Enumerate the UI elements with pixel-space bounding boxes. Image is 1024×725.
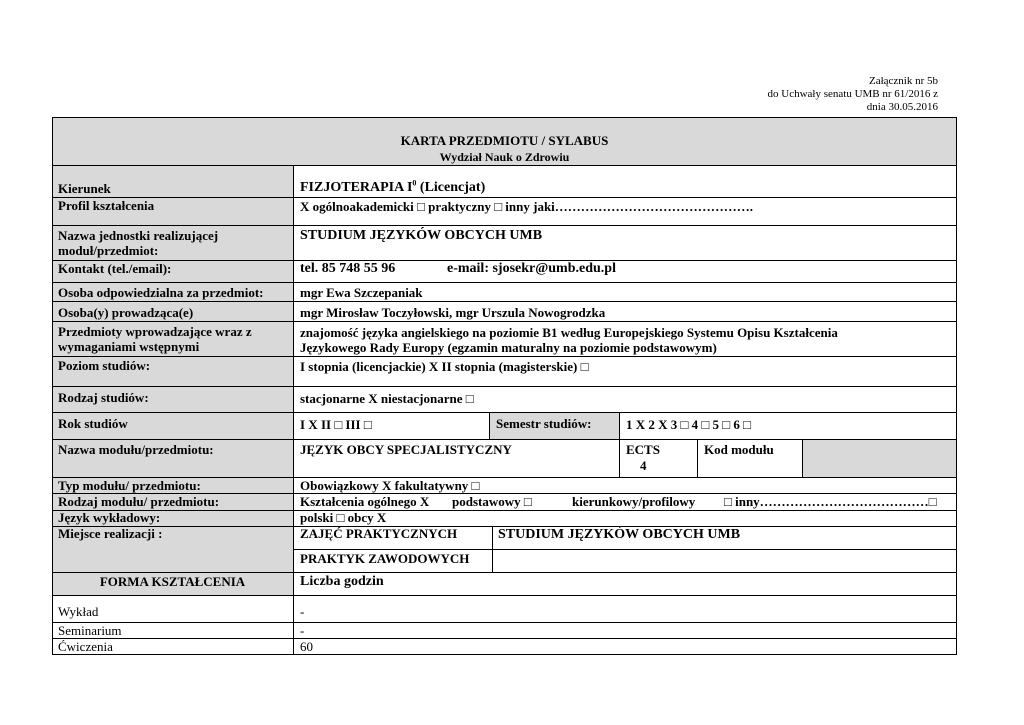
prowadzaca-label: Osoba(y) prowadząca(e) bbox=[58, 305, 194, 320]
semestr-label: Semestr studiów: bbox=[496, 416, 592, 431]
ects-label: ECTS bbox=[626, 442, 660, 457]
rule bbox=[293, 165, 294, 655]
rodzaj-value: stacjonarne X niestacjonarne □ bbox=[300, 391, 474, 406]
rule bbox=[52, 225, 957, 226]
rule bbox=[619, 412, 620, 439]
rule bbox=[52, 165, 957, 166]
miejsce-zajec-value: STUDIUM JĘZYKÓW OBCYCH UMB bbox=[498, 527, 741, 542]
rule bbox=[52, 510, 957, 511]
odpowiedzialna-label: Osoba odpowiedzialna za przedmiot: bbox=[58, 285, 264, 300]
rule bbox=[492, 526, 493, 572]
kierunek-label: Kierunek bbox=[58, 181, 111, 196]
rodzaj-modulu-v4: □ inny…………………………………□ bbox=[724, 494, 937, 509]
cwiczenia-label: Ćwiczenia bbox=[58, 639, 113, 654]
kod-value-shade bbox=[802, 440, 957, 477]
rok-label: Rok studiów bbox=[58, 416, 128, 431]
rule bbox=[52, 654, 957, 655]
faculty-subtitle: Wydział Nauk o Zdrowiu bbox=[439, 150, 570, 164]
rodzaj-modulu-v3: kierunkowy/profilowy bbox=[572, 494, 696, 509]
rule bbox=[619, 439, 620, 477]
rule bbox=[52, 622, 957, 623]
annex-line-3: dnia 30.05.2016 bbox=[866, 101, 938, 113]
odpowiedzialna-value: mgr Ewa Szczepaniak bbox=[300, 285, 423, 300]
jednostka-value: STUDIUM JĘZYKÓW OBCYCH UMB bbox=[300, 228, 543, 243]
jezyk-value: polski □ obcy X bbox=[300, 510, 387, 525]
wymagania-value-2: Językowego Rady Europy (egzamin maturalny na poziomie podstawowym) bbox=[300, 340, 717, 355]
seminarium-value: - bbox=[300, 623, 305, 638]
wymagania-value-1: znajomość języka angielskiego na poziomie B1 według Europejskiego Systemu Opisu Kształcenia bbox=[300, 325, 838, 340]
profil-label: Profil kształcenia bbox=[58, 198, 155, 213]
rule bbox=[52, 638, 957, 639]
rule bbox=[52, 386, 957, 387]
wyklad-label: Wykład bbox=[58, 604, 99, 619]
wymagania-label-2: wymaganiami wstępnymi bbox=[58, 339, 200, 354]
rule bbox=[802, 439, 803, 477]
wyklad-value: - bbox=[300, 604, 305, 619]
rule bbox=[52, 356, 957, 357]
miejsce-label: Miejsce realizacji : bbox=[58, 526, 163, 541]
ects-value: 4 bbox=[640, 458, 647, 473]
wymagania-label-1: Przedmioty wprowadzające wraz z bbox=[58, 324, 252, 339]
poziom-label: Poziom studiów: bbox=[58, 358, 151, 373]
poziom-value: I stopnia (licencjackie) X II stopnia (magisterskie) □ bbox=[300, 359, 589, 374]
rule bbox=[293, 549, 957, 550]
rule bbox=[697, 439, 698, 477]
rok-value: I X II □ III □ bbox=[300, 417, 372, 432]
rule bbox=[52, 412, 957, 413]
page-title: KARTA PRZEDMIOTU / SYLABUS bbox=[400, 133, 609, 148]
miejsce-praktyk: PRAKTYK ZAWODOWYCH bbox=[300, 551, 470, 566]
semestr-value: 1 X 2 X 3 □ 4 □ 5 □ 6 □ bbox=[626, 417, 751, 432]
rodzaj-modulu-label: Rodzaj modułu/ przedmiotu: bbox=[58, 494, 220, 509]
prowadzaca-value: mgr Mirosław Toczyłowski, mgr Urszula Nowogrodzka bbox=[300, 305, 606, 320]
miejsce-zajec: ZAJĘĆ PRAKTYCZNYCH bbox=[300, 526, 458, 541]
modul-value: JĘZYK OBCY SPECJALISTYCZNY bbox=[300, 442, 512, 457]
rule bbox=[489, 412, 490, 439]
jezyk-label: Język wykładowy: bbox=[58, 510, 161, 525]
kod-label: Kod modułu bbox=[704, 442, 774, 457]
forma-label: FORMA KSZTAŁCENIA bbox=[99, 574, 246, 589]
rule bbox=[52, 439, 957, 440]
rodzaj-modulu-v2: podstawowy □ bbox=[452, 494, 532, 509]
kontakt-phone: tel. 85 748 55 96 bbox=[300, 261, 396, 276]
typ-value: Obowiązkowy X fakultatywny □ bbox=[300, 478, 480, 493]
rule bbox=[52, 197, 957, 198]
rule bbox=[52, 301, 957, 302]
rule bbox=[956, 117, 957, 655]
modul-label: Nazwa modułu/przedmiotu: bbox=[58, 442, 214, 457]
rodzaj-modulu-v1: Kształcenia ogólnego X bbox=[300, 494, 430, 509]
rodzaj-label: Rodzaj studiów: bbox=[58, 390, 149, 405]
rule bbox=[52, 572, 957, 573]
kontakt-label: Kontakt (tel./email): bbox=[58, 261, 172, 276]
jednostka-label-1: Nazwa jednostki realizującej bbox=[58, 228, 219, 243]
forma-value: Liczba godzin bbox=[300, 574, 384, 589]
annex-line-1: Załącznik nr 5b bbox=[868, 75, 938, 87]
kontakt-email: e-mail: sjosekr@umb.edu.pl bbox=[447, 261, 616, 276]
annex-line-2: do Uchwały senatu UMB nr 61/2016 z bbox=[767, 88, 938, 100]
rule bbox=[52, 282, 957, 283]
rule bbox=[52, 595, 957, 596]
cwiczenia-value: 60 bbox=[300, 639, 313, 654]
syllabus-table bbox=[52, 117, 957, 655]
kierunek-value: FIZJOTERAPIA $I^0$ (Licencjat) bbox=[300, 178, 486, 195]
rule bbox=[52, 321, 957, 322]
typ-label: Typ modułu/ przedmiotu: bbox=[58, 478, 201, 493]
rule bbox=[52, 117, 957, 118]
profil-value: X ogólnoakademicki □ praktyczny □ inny jaki………………………………………. bbox=[300, 199, 754, 214]
jednostka-label-2: moduł/przedmiot: bbox=[58, 243, 159, 258]
seminarium-label: Seminarium bbox=[58, 623, 122, 638]
